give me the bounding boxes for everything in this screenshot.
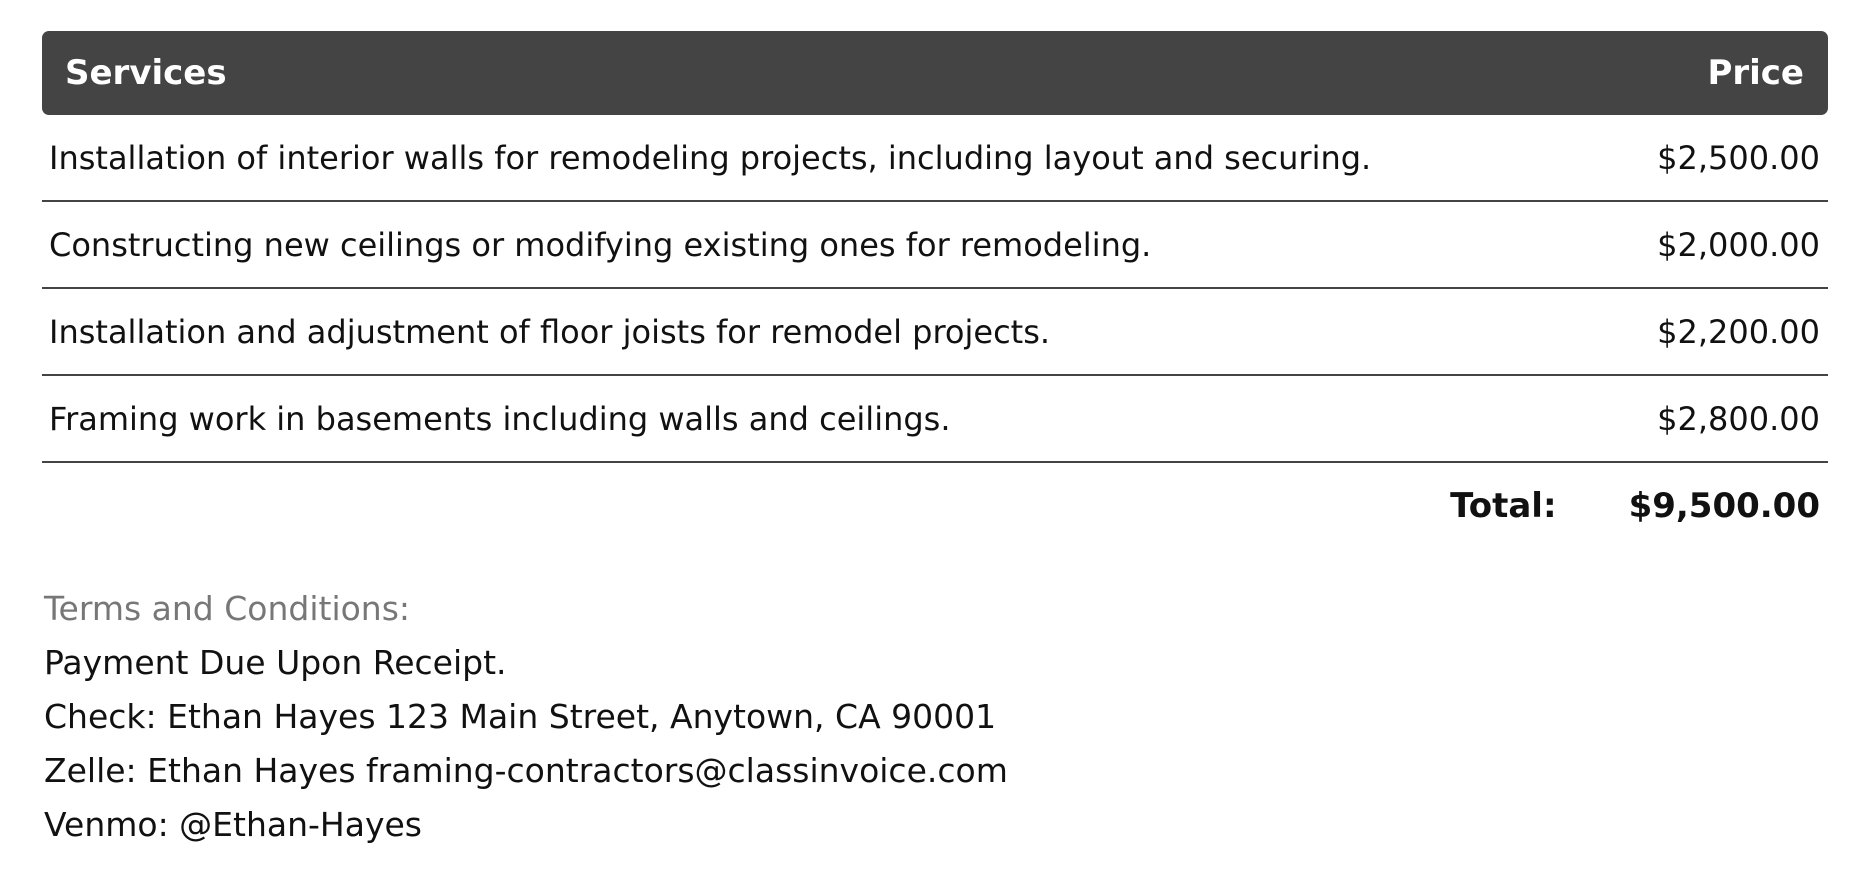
check-payment-line: Check: Ethan Hayes 123 Main Street, Anytown, CA 90001: [44, 697, 997, 736]
service-price: $2,000.00: [1657, 225, 1820, 264]
price-column-header: Price: [1707, 53, 1804, 93]
total-label: Total:: [1450, 485, 1557, 526]
table-row: [42, 202, 1828, 289]
table-row: [42, 115, 1828, 202]
service-description: Installation and adjustment of floor joists for remodel projects.: [49, 312, 1051, 351]
payment-due-line: Payment Due Upon Receipt.: [44, 643, 507, 682]
service-price: $2,800.00: [1657, 399, 1820, 438]
service-description: Constructing new ceilings or modifying existing ones for remodeling.: [49, 225, 1152, 264]
total-value: $9,500.00: [1628, 485, 1820, 526]
table-row: [42, 289, 1828, 376]
services-table: [42, 31, 1828, 548]
service-price: $2,200.00: [1657, 312, 1820, 351]
zelle-payment-line: Zelle: Ethan Hayes framing-contractors@classinvoice.com: [44, 751, 1008, 790]
service-description: Framing work in basements including walls and ceilings.: [49, 399, 951, 438]
venmo-payment-line: Venmo: @Ethan-Hayes: [44, 805, 422, 844]
table-row: [42, 376, 1828, 463]
terms-heading: Terms and Conditions:: [44, 589, 411, 628]
service-price: $2,500.00: [1657, 138, 1820, 177]
terms-section: [44, 582, 1008, 852]
service-description: Installation of interior walls for remodeling projects, including layout and securing.: [49, 138, 1372, 177]
table-header: [42, 31, 1828, 115]
total-row: [42, 463, 1828, 548]
services-column-header: Services: [65, 53, 227, 93]
